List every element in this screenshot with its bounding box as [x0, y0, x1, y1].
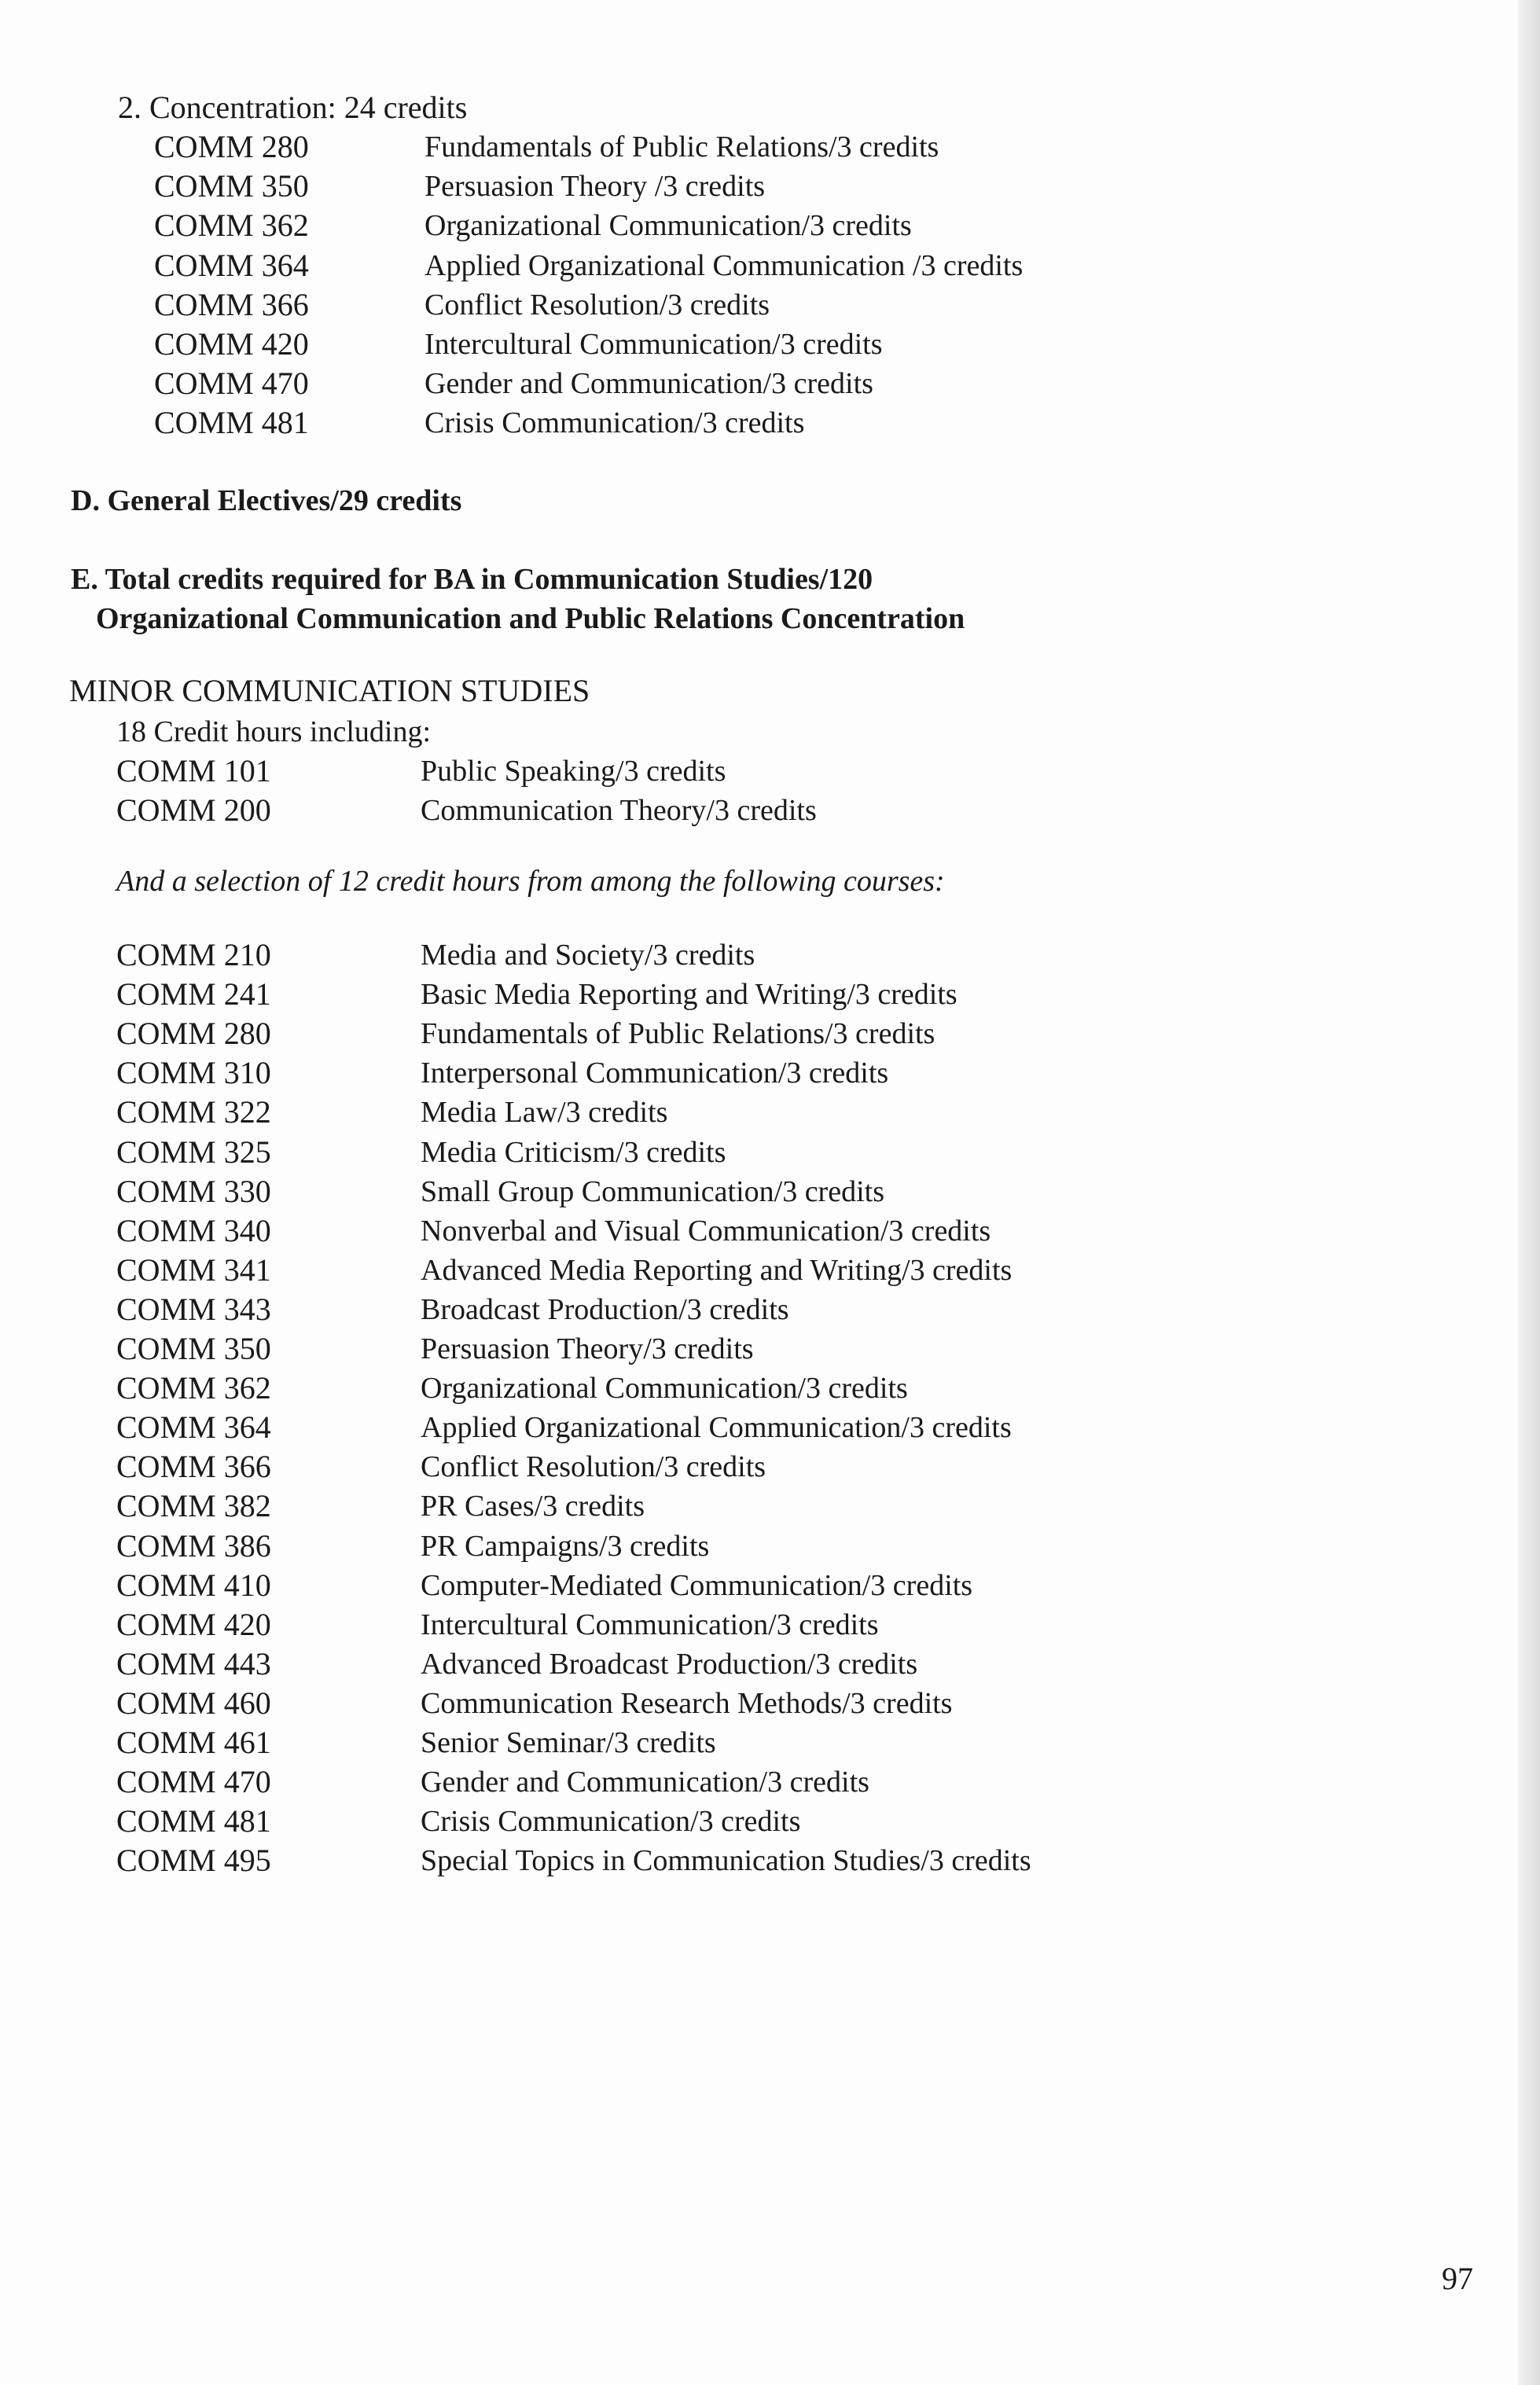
- course-code: COMM 366: [116, 1449, 271, 1485]
- course-code: COMM 364: [154, 247, 309, 283]
- course-code: COMM 280: [116, 1016, 271, 1052]
- course-code: COMM 350: [154, 168, 309, 204]
- course-title: Organizational Communication/3 credits: [425, 209, 912, 243]
- concentration-heading: 2. Concentration: 24 credits: [118, 90, 468, 125]
- page-number: 97: [1442, 2261, 1473, 2296]
- course-row: [0, 791, 1494, 830]
- course-code: COMM 481: [116, 1803, 271, 1839]
- course-row: [0, 1762, 1494, 1802]
- course-row: [0, 1408, 1494, 1447]
- course-title: Intercultural Communication/3 credits: [421, 1608, 879, 1641]
- course-code: COMM 364: [116, 1409, 271, 1446]
- course-row: [0, 1172, 1494, 1211]
- course-row: [0, 1723, 1494, 1762]
- course-code: COMM 330: [116, 1173, 271, 1209]
- total-credits-line: E. Total credits required for BA in Communication Studies/120: [71, 563, 873, 596]
- course-row: [0, 1369, 1494, 1408]
- course-title: Persuasion Theory/3 credits: [421, 1332, 754, 1365]
- course-code: COMM 382: [116, 1488, 271, 1524]
- course-code: COMM 420: [116, 1606, 271, 1642]
- course-row: [0, 1447, 1494, 1486]
- course-title: Fundamentals of Public Relations/3 credits: [425, 130, 939, 164]
- minor-intro: 18 Credit hours including:: [116, 715, 432, 748]
- course-code: COMM 461: [116, 1725, 271, 1760]
- course-title: Organizational Communication/3 credits: [421, 1372, 908, 1406]
- course-title: PR Cases/3 credits: [421, 1490, 645, 1523]
- course-title: Communication Research Methods/3 credits: [421, 1686, 953, 1720]
- course-code: COMM 200: [116, 792, 271, 828]
- general-electives-label: D. General Electives/29 credits: [71, 484, 462, 517]
- course-title: Special Topics in Communication Studies/3 credits: [421, 1844, 1031, 1878]
- course-row: [0, 1684, 1494, 1723]
- course-code: COMM 101: [116, 753, 271, 788]
- course-title: Interpersonal Communication/3 credits: [421, 1057, 889, 1090]
- selection-note: And a selection of 12 credit hours from among the following courses:: [116, 865, 945, 898]
- course-row: [0, 364, 1494, 403]
- course-row: [0, 403, 1494, 443]
- course-title: Small Group Communication/3 credits: [421, 1174, 884, 1208]
- course-title: Basic Media Reporting and Writing/3 credits: [421, 978, 957, 1012]
- course-code: COMM 241: [116, 976, 271, 1012]
- course-title: Applied Organizational Communication /3 credits: [425, 248, 1024, 282]
- course-code: COMM 460: [116, 1685, 271, 1721]
- course-title: PR Campaigns/3 credits: [421, 1529, 710, 1563]
- course-row: [0, 127, 1494, 167]
- course-row: [0, 1053, 1494, 1093]
- course-row: [0, 1802, 1494, 1841]
- course-row: [0, 1841, 1494, 1880]
- course-code: COMM 280: [154, 129, 309, 164]
- course-title: Broadcast Production/3 credits: [421, 1292, 789, 1326]
- course-code: COMM 495: [116, 1843, 271, 1879]
- course-row: [0, 1133, 1494, 1172]
- course-title: Intercultural Communication/3 credits: [425, 328, 883, 361]
- course-code: COMM 362: [154, 208, 309, 244]
- course-row: [0, 975, 1494, 1014]
- course-code: COMM 343: [116, 1291, 271, 1327]
- course-title: Crisis Communication/3 credits: [421, 1805, 801, 1839]
- course-title: Media Law/3 credits: [421, 1096, 668, 1130]
- course-title: Communication Theory/3 credits: [421, 794, 817, 827]
- course-row: [0, 1329, 1494, 1369]
- course-code: COMM 341: [116, 1251, 271, 1288]
- course-code: COMM 410: [116, 1567, 271, 1603]
- course-row: [0, 206, 1494, 245]
- course-title: Fundamentals of Public Relations/3 credits: [421, 1017, 935, 1051]
- course-title: Persuasion Theory /3 credits: [425, 170, 766, 204]
- course-row: [0, 1566, 1494, 1605]
- course-code: COMM 340: [116, 1212, 271, 1248]
- course-code: COMM 386: [116, 1527, 271, 1564]
- course-title: Crisis Communication/3 credits: [425, 406, 805, 440]
- course-code: COMM 443: [116, 1645, 271, 1681]
- course-code: COMM 322: [116, 1094, 271, 1130]
- course-code: COMM 325: [116, 1134, 271, 1170]
- course-row: [0, 167, 1494, 206]
- course-code: COMM 350: [116, 1331, 271, 1366]
- course-title: Conflict Resolution/3 credits: [425, 288, 770, 322]
- course-row: [0, 752, 1494, 791]
- course-title: Gender and Communication/3 credits: [421, 1766, 869, 1799]
- course-code: COMM 310: [116, 1055, 271, 1091]
- course-code: COMM 481: [154, 405, 309, 441]
- course-row: [0, 325, 1494, 364]
- minor-heading: MINOR COMMUNICATION STUDIES: [69, 673, 590, 708]
- page-edge-shadow: [1518, 0, 1540, 2385]
- course-title: Applied Organizational Communication/3 credits: [421, 1411, 1012, 1445]
- course-row: [0, 1605, 1494, 1645]
- course-title: Computer-Mediated Communication/3 credits: [421, 1568, 973, 1602]
- course-title: Advanced Media Reporting and Writing/3 credits: [421, 1253, 1013, 1287]
- course-row: [0, 246, 1494, 285]
- course-row: [0, 935, 1494, 975]
- course-title: Advanced Broadcast Production/3 credits: [421, 1647, 918, 1681]
- course-row: [0, 1251, 1494, 1290]
- course-row: [0, 285, 1494, 325]
- course-row: [0, 1527, 1494, 1566]
- course-row: [0, 1014, 1494, 1053]
- course-code: COMM 470: [116, 1764, 271, 1800]
- course-title: Public Speaking/3 credits: [421, 755, 726, 788]
- course-row: [0, 1486, 1494, 1526]
- course-title: Media and Society/3 credits: [421, 939, 755, 972]
- course-code: COMM 420: [154, 326, 309, 362]
- course-code: COMM 470: [154, 366, 309, 402]
- course-title: Media Criticism/3 credits: [421, 1135, 726, 1169]
- course-row: [0, 1645, 1494, 1684]
- course-title: Conflict Resolution/3 credits: [421, 1450, 766, 1484]
- course-row: [0, 1093, 1494, 1132]
- course-row: [0, 1211, 1494, 1251]
- course-row: [0, 1290, 1494, 1329]
- course-code: COMM 366: [154, 286, 309, 322]
- concentration-name-line: Organizational Communication and Public Relations Concentration: [96, 602, 965, 635]
- course-title: Senior Seminar/3 credits: [421, 1726, 716, 1759]
- course-code: COMM 362: [116, 1370, 271, 1406]
- course-title: Gender and Communication/3 credits: [425, 367, 873, 401]
- course-code: COMM 210: [116, 937, 271, 972]
- course-title: Nonverbal and Visual Communication/3 credits: [421, 1214, 991, 1248]
